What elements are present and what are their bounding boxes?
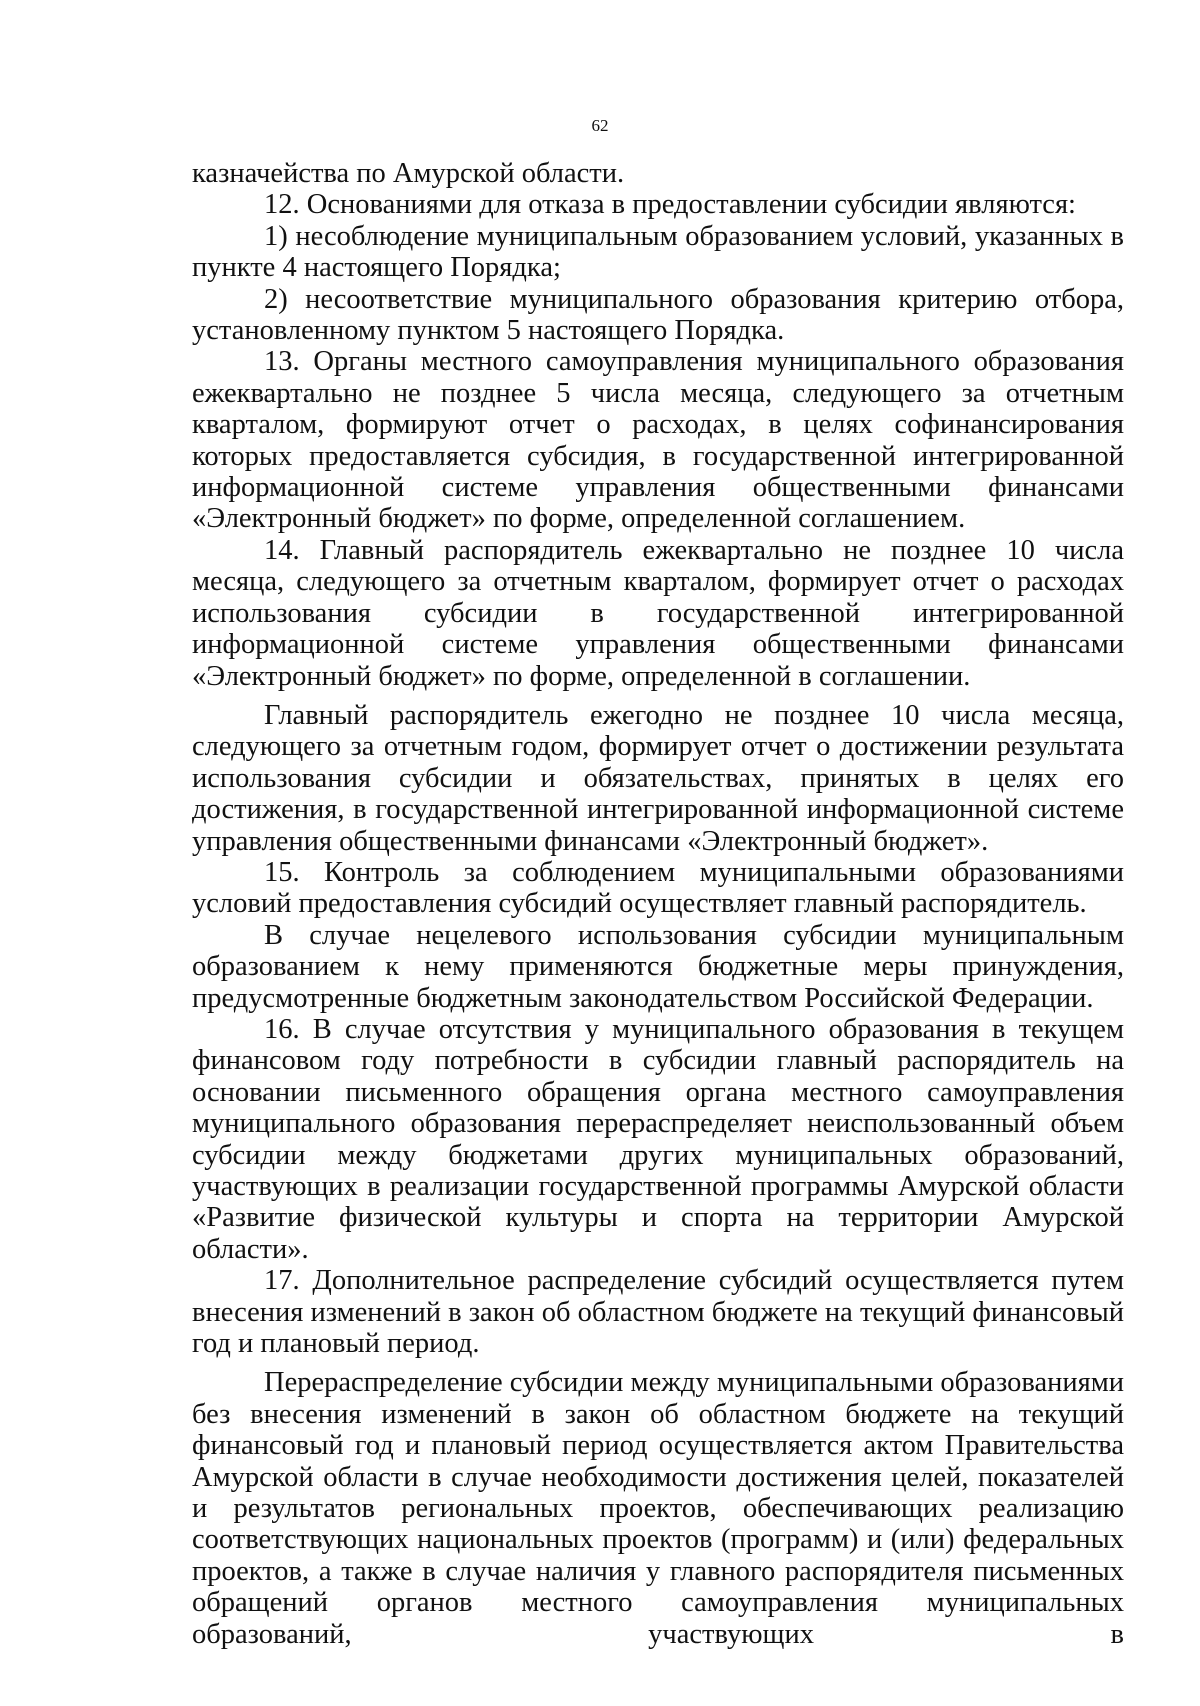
- paragraph: 16. В случае отсутствия у муниципального образования в текущем финансовом году потребности в субсидии главный распорядитель на основании письменного обращения органа местного самоуправления муниципального образования перераспределяет неиспользованный объем субсидии между бюджетами других муниципальных образований, участвующих в реализации государственной программы Амурской области «Развитие физической культуры и спорта на территории Амурской области».: [192, 1013, 1124, 1265]
- paragraph: 17. Дополнительное распределение субсидий осуществляется путем внесения изменений в закон об областном бюджете на текущий финансовый год и плановый период.: [192, 1265, 1124, 1360]
- paragraph: 14. Главный распорядитель ежеквартально не позднее 10 числа месяца, следующего за отчетным кварталом, формирует отчет о расходах использования субсидии в государственной интегрированной информационной системе управления общественными финансами «Электронный бюджет» по форме, определенной в соглашении.: [192, 534, 1124, 692]
- paragraph: В случае нецелевого использования субсидии муниципальным образованием к нему применяются бюджетные меры принуждения, предусмотренные бюджетным законодательством Российской Федерации.: [192, 919, 1124, 1014]
- paragraph: 13. Органы местного самоуправления муниципального образования ежеквартально не позднее 5 числа месяца, следующего за отчетным кварталом, формируют отчет о расходах, в целях софинансирования которых предоставляется субсидия, в государственной интегрированной информационной системе управления общественными финансами «Электронный бюджет» по форме, определенной соглашением.: [192, 346, 1124, 535]
- document-body: [192, 158, 1124, 1650]
- paragraph: 1) несоблюдение муниципальным образованием условий, указанных в пункте 4 настоящего Порядка;: [192, 220, 1124, 284]
- paragraph: 2) несоответствие муниципального образования критерию отбора, установленному пунктом 5 настоящего Порядка.: [192, 283, 1124, 347]
- page-number: 62: [591, 116, 609, 135]
- paragraph: Главный распорядитель ежегодно не позднее 10 числа месяца, следующего за отчетным годом, формирует отчет о достижении результата использования субсидии и обязательствах, принятых в целях его достижения, в государственной интегрированной информационной системе управления общественными финансами «Электронный бюджет».: [192, 699, 1124, 857]
- paragraph: Перераспределение субсидии между муниципальными образованиями без внесения изменений в закон об областном бюджете на текущий финансовый год и плановый период осуществляется актом Правительства Амурской области в случае необходимости достижения целей, показателей и результатов региональных проектов, обеспечивающих реализацию соответствующих национальных проектов (программ) и (или) федеральных проектов, а также в случае наличия у главного распорядителя письменных обращений органов местного самоуправления муниципальных образований, участвующих в: [192, 1367, 1124, 1650]
- paragraph: 12. Основаниями для отказа в предоставлении субсидии являются:: [264, 189, 1076, 221]
- paragraph: казначейства по Амурской области.: [192, 158, 625, 189]
- paragraph: 15. Контроль за соблюдением муниципальными образованиями условий предоставления субсидий осуществляет главный распорядитель.: [192, 856, 1124, 920]
